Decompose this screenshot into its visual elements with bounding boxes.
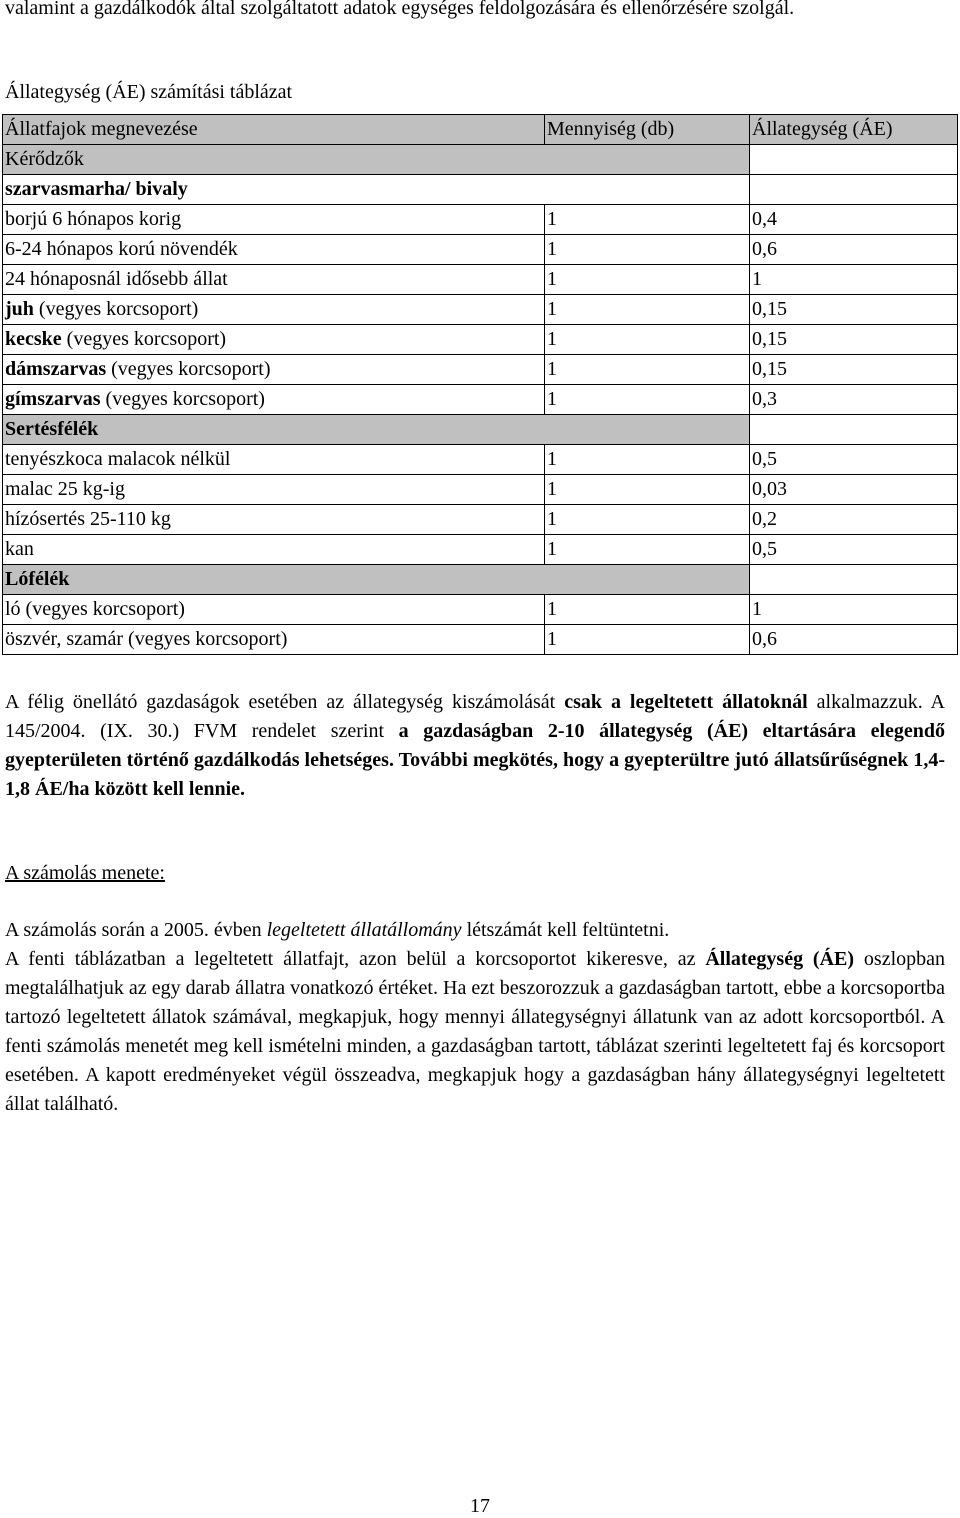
row-quantity: 1 [545,265,750,295]
table-row [3,535,958,565]
row-livestock-unit: 1 [750,595,958,625]
calc-heading: A számolás menete: [5,862,165,884]
row-quantity: 1 [545,205,750,235]
header-livestock-unit: Állategység (ÁE) [750,115,958,145]
page-number: 17 [470,1495,490,1517]
table-row [3,205,958,235]
row-livestock-unit: 0,3 [750,385,958,415]
header-species: Állatfajok megnevezése [3,115,545,145]
row-quantity: 1 [545,595,750,625]
table-row [3,355,958,385]
calc-text: létszámát kell feltüntetni. [461,919,670,941]
row-name: 6-24 hónapos korú növendék [3,235,545,265]
empty-cell [750,565,958,595]
species-detail: (vegyes korcsoport) [106,358,271,380]
subgroup-row-cattle [3,175,958,205]
row-quantity: 1 [545,325,750,355]
row-name: ló (vegyes korcsoport) [3,595,545,625]
species-bold: juh [5,298,34,320]
row-quantity: 1 [545,475,750,505]
table-row [3,235,958,265]
table-caption: Állategység (ÁE) számítási táblázat [5,81,293,103]
row-name: hízósertés 25-110 kg [3,505,545,535]
species-detail: (vegyes korcsoport) [61,328,227,350]
livestock-unit-table [2,114,958,655]
calc-bold: Állategység (ÁE) [705,948,855,970]
row-livestock-unit: 0,2 [750,505,958,535]
row-quantity: 1 [545,535,750,565]
row-livestock-unit: 0,4 [750,205,958,235]
group-label-ruminants: Kérődzők [3,145,750,175]
intro-paragraph: valamint a gazdálkodók által szolgáltatott adatok egységes feldolgozására és ellenőrzésére szolgál. [5,0,795,19]
row-livestock-unit: 0,6 [750,625,958,655]
note-bold: csak a legeltetett állatoknál [564,691,808,713]
table-header-row [3,115,958,145]
species-detail: (vegyes korcsoport) [100,388,265,410]
table-row [3,475,958,505]
empty-cell [750,145,958,175]
species-bold: gímszarvas [5,388,101,410]
calc-paragraph-1 [5,916,945,945]
row-name [3,325,545,355]
table-row [3,595,958,625]
row-livestock-unit: 0,15 [750,325,958,355]
row-livestock-unit: 0,6 [750,235,958,265]
row-livestock-unit: 0,15 [750,295,958,325]
row-name [3,295,545,325]
row-quantity: 1 [545,625,750,655]
row-quantity: 1 [545,235,750,265]
row-livestock-unit: 0,15 [750,355,958,385]
row-quantity: 1 [545,295,750,325]
empty-cell [750,175,958,205]
table-row [3,325,958,355]
row-quantity: 1 [545,445,750,475]
calc-text: A fenti táblázatban a legeltetett állatfajt, azon belül a korcsoportot kikeresve, az [5,948,706,970]
calc-text: oszlopban megtalálhatjuk az egy darab állatra vonatkozó értéket. Ha ezt beszorozzuk a gazdaságban tartott, ebbe a korcsoportba tartozó legeltetett állatok számával, megkapjuk, hogy mennyi állategységnyi állatunk van az adott korcsoportból. A fenti számolás menetét meg kell ismételni minden, a gazdaságban tartott, táblázat szerinti legeltetett faj és korcsoport esetében. A kapott eredményeket végül összeadva, megkapjuk hogy a gazdaságban hány állategységnyi legeltetett állat található. [5,948,946,1115]
calc-text: A számolás során a 2005. évben [5,919,267,941]
row-livestock-unit: 0,5 [750,445,958,475]
table-row [3,385,958,415]
calc-paragraph-2 [5,945,945,1119]
note-text: alkalmazzuk. A 145/2004. (IX. 30.) FVM rendelet szerint [5,691,945,742]
row-name: 24 hónaposnál idősebb állat [3,265,545,295]
row-livestock-unit: 1 [750,265,958,295]
calc-italic: legeltetett állatállomány [266,919,462,941]
row-livestock-unit: 0,03 [750,475,958,505]
row-name [3,385,545,415]
row-livestock-unit: 0,5 [750,535,958,565]
empty-cell [750,415,958,445]
row-name: borjú 6 hónapos korig [3,205,545,235]
table-row [3,265,958,295]
table-row [3,505,958,535]
group-label-horses: Lófélék [3,565,750,595]
note-bold: a gazdaságban 2-10 állategység (ÁE) eltartására elegendő gyepterületen történő gazdálkodás lehetséges. További megkötés, hogy a gyepterültre jutó állatsűrűségnek 1,4-1,8 ÁE/ha között kell lennie. [5,720,945,800]
row-quantity: 1 [545,385,750,415]
row-name: malac 25 kg-ig [3,475,545,505]
table-row [3,625,958,655]
species-bold: dámszarvas [5,358,107,380]
table-row [3,445,958,475]
species-detail: (vegyes korcsoport) [33,298,199,320]
subgroup-label-cattle: szarvasmarha/ bivaly [3,175,750,205]
table-row [3,295,958,325]
row-name: tenyészkoca malacok nélkül [3,445,545,475]
row-name: öszvér, szamár (vegyes korcsoport) [3,625,545,655]
note-paragraph [5,688,945,804]
group-row-horses [3,565,958,595]
group-label-pigs: Sertésfélék [3,415,750,445]
group-row-pigs [3,415,958,445]
row-name: kan [3,535,545,565]
species-bold: kecske [5,328,62,350]
note-text: A félig önellátó gazdaságok esetében az állategység kiszámolását [5,691,565,713]
row-name [3,355,545,385]
row-quantity: 1 [545,355,750,385]
header-quantity: Mennyiség (db) [545,115,750,145]
group-row-ruminants [3,145,958,175]
row-quantity: 1 [545,505,750,535]
